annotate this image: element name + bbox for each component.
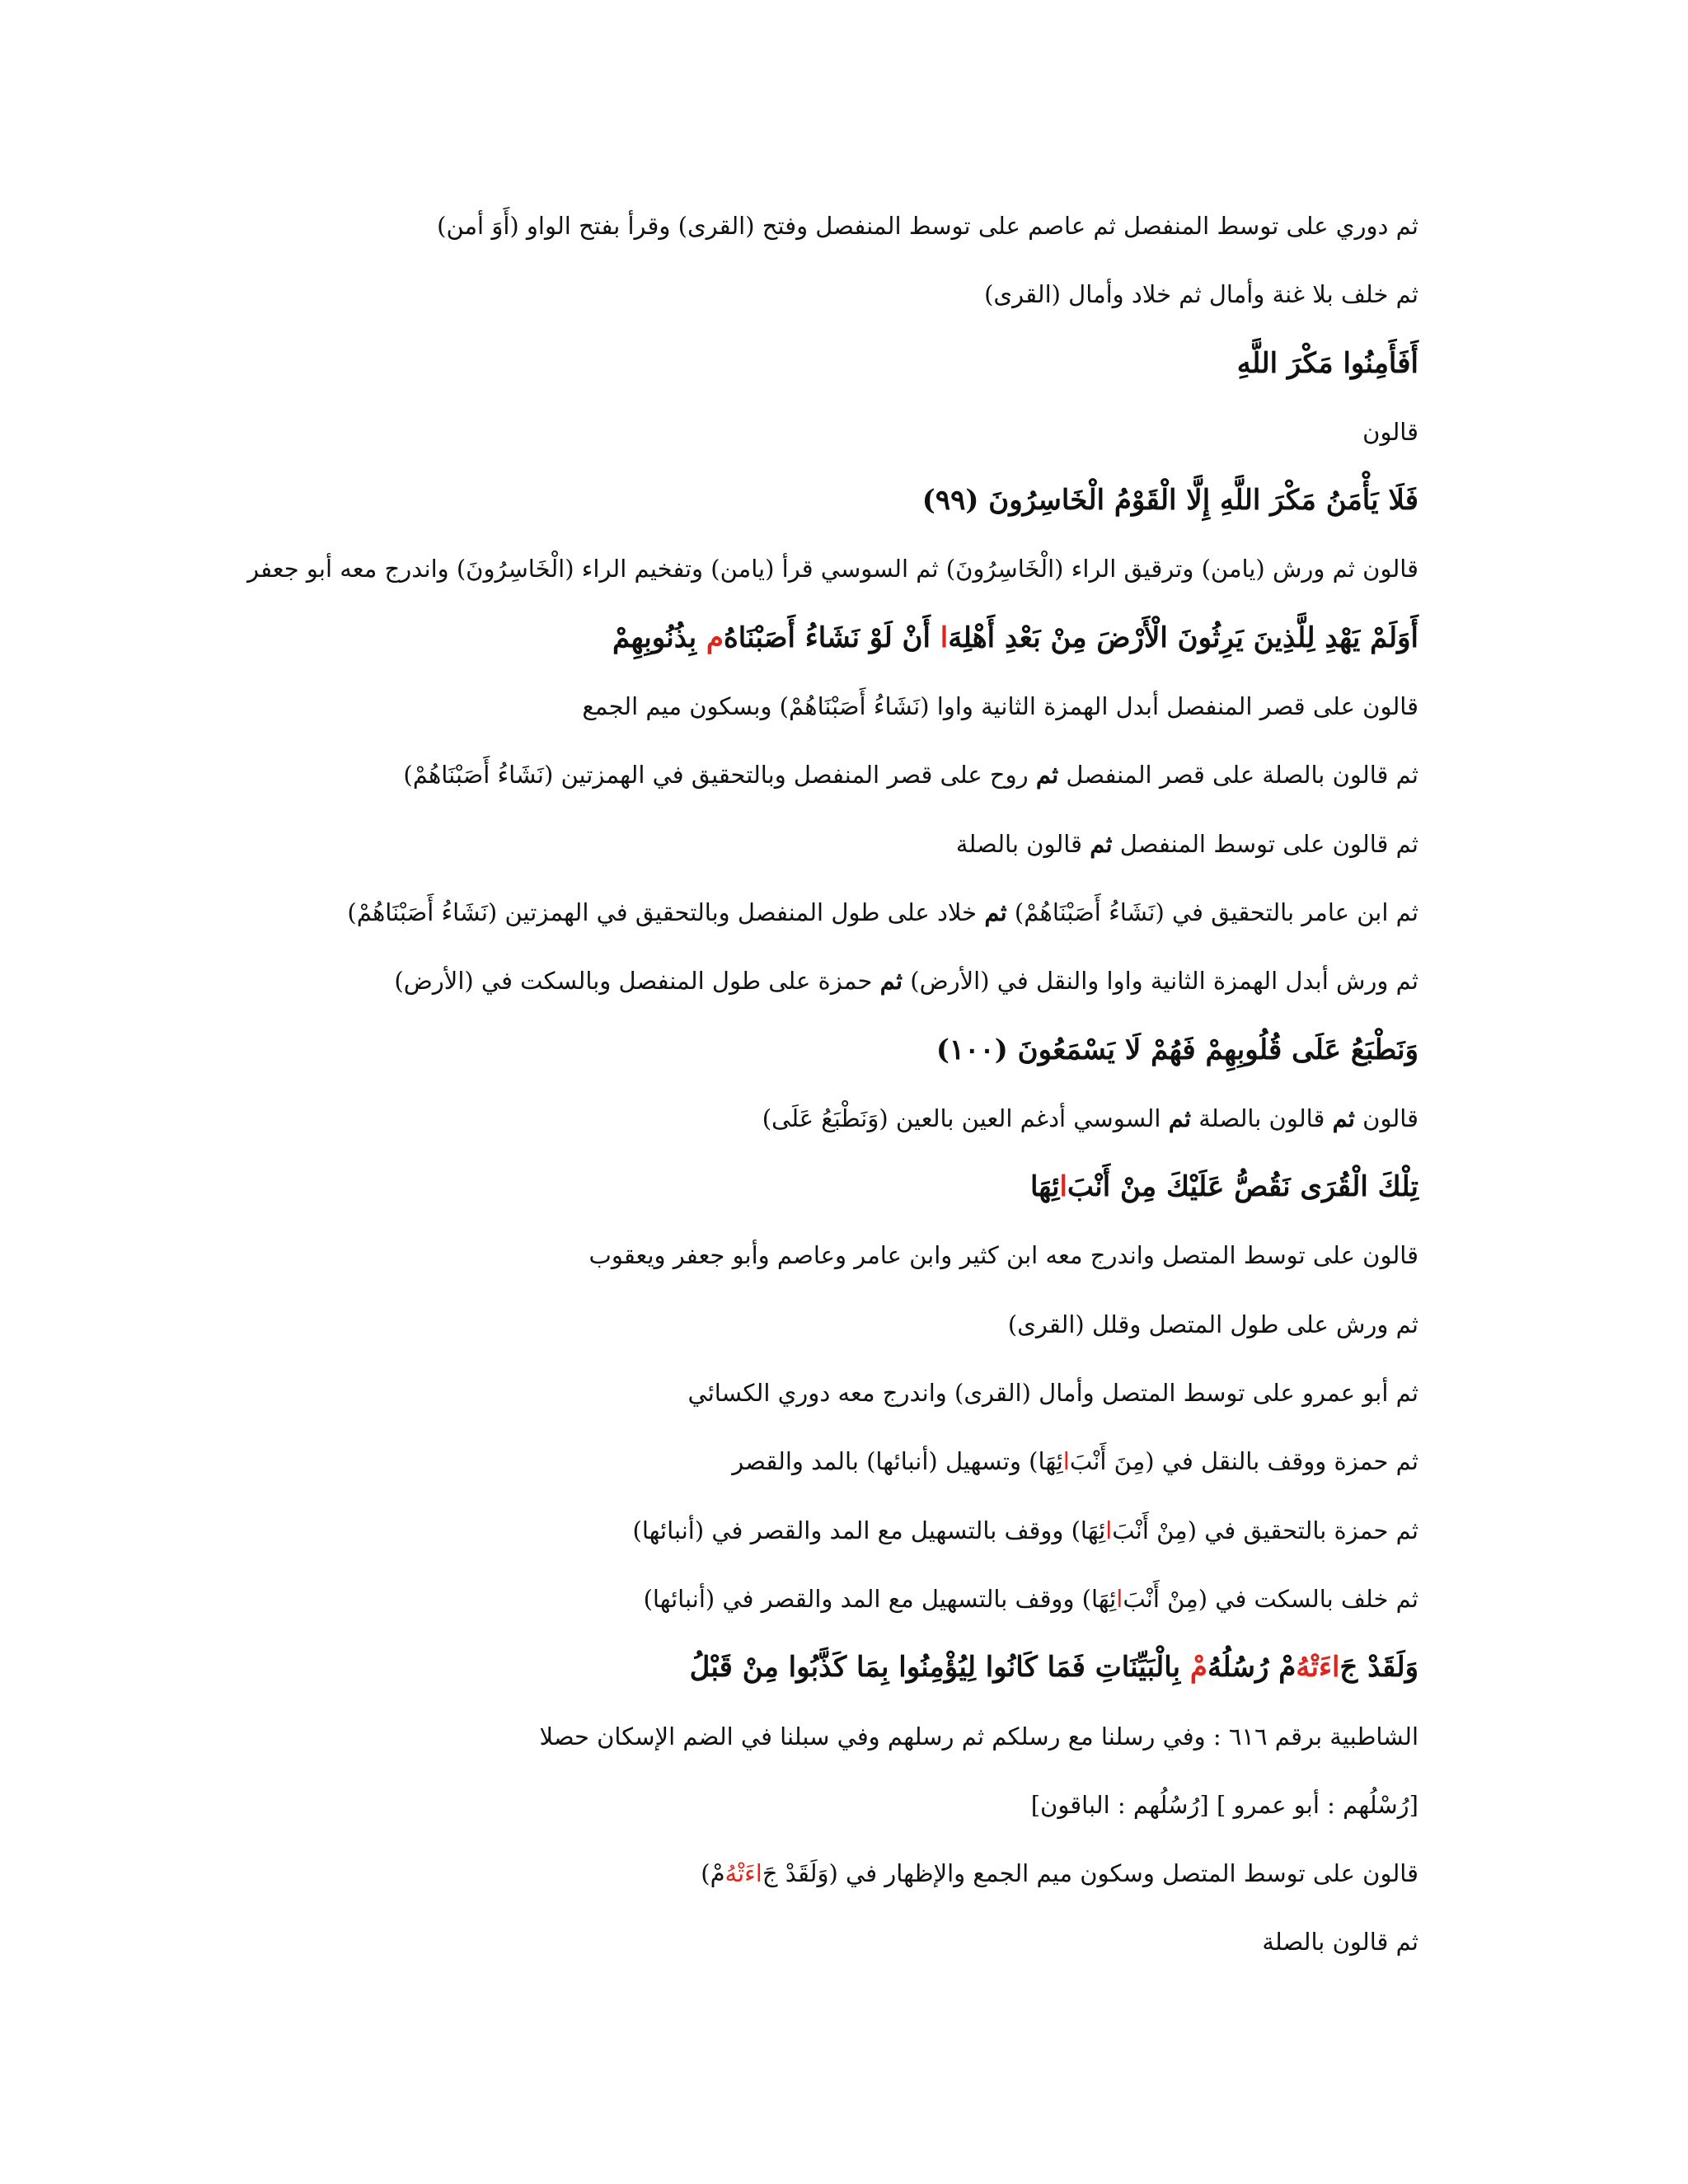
- verse-line: [232, 345, 1418, 414]
- verse-highlight: اءَتْهُ: [1296, 1651, 1340, 1685]
- text-segment: ثم حمزة بالتحقيق في (مِنْ أَنْبَ: [1112, 1516, 1418, 1544]
- text-line: [232, 1787, 1418, 1855]
- verse-highlight: ا: [940, 621, 949, 654]
- text-line: [232, 826, 1418, 894]
- verse-line: [232, 1032, 1418, 1100]
- text-line: [232, 1100, 1418, 1169]
- shatibiyyah-line: [232, 1718, 1418, 1787]
- text-segment: ثم ابن عامر بالتحقيق في (نَشَاءُ أَصَبْنَاهُمْ): [1006, 898, 1418, 926]
- text-line: [232, 757, 1418, 825]
- text-segment: ثم قالون بالصلة على قصر المنفصل: [1058, 761, 1418, 790]
- verse-line: [232, 1649, 1418, 1718]
- verse-line: [232, 482, 1418, 551]
- verse-line: [232, 1169, 1418, 1237]
- verse-highlight: ا: [1059, 1170, 1067, 1204]
- verse-segment: مْ رُسُلُهُ: [1207, 1651, 1296, 1685]
- text-segment: ثم خلف بلا غنة وأمال ثم خلاد وأمال (القرى): [984, 280, 1418, 309]
- text-segment: مْ): [701, 1859, 725, 1888]
- text-segment: قالون بالصلة: [1191, 1104, 1333, 1132]
- text-highlight: ا: [1116, 1584, 1123, 1613]
- bold-word: ثم: [1035, 761, 1059, 790]
- text-segment: ثم خلف بالسكت في (مِنْ أَنْبَ: [1123, 1584, 1418, 1613]
- text-line: [232, 1512, 1418, 1581]
- text-segment: ثم دوري على توسط المنفصل ثم عاصم على توسط المنفصل وفتح (القرى) وقرأ بفتح الواو (أَوَ أمن): [437, 212, 1418, 240]
- bold-word: ثم: [984, 898, 1007, 926]
- text-segment: الشاطبية برقم ٦١٦ : وفي رسلنا مع رسلكم ثم رسلهم وفي سبلنا في الضم الإسكان حصلا: [539, 1722, 1418, 1750]
- verse-segment: أَفَأَمِنُوا مَكْرَ اللَّهِ: [1236, 346, 1418, 380]
- text-segment: روح على قصر المنفصل وبالتحقيق في الهمزتين (نَشَاءُ أَصَبْنَاهُمْ): [403, 761, 1036, 790]
- bold-word: ثم: [879, 967, 903, 996]
- text-segment: ثم ورش أبدل الهمزة الثانية واوا والنقل في (الأرض): [903, 967, 1418, 996]
- text-segment: ثم أبو عمرو على توسط المتصل وأمال (القرى) واندرج معه دوري الكسائي: [687, 1379, 1418, 1408]
- text-segment: خلاد على طول المنفصل وبالتحقيق في الهمزتين (نَشَاءُ أَصَبْنَاهُمْ): [347, 898, 985, 926]
- bold-word: ثم: [1168, 1104, 1192, 1132]
- text-line: [232, 1375, 1418, 1443]
- text-line: [232, 1306, 1418, 1375]
- text-line: [232, 1581, 1418, 1649]
- verse-segment: أَنْ لَوْ نَشَاءُ أَصَبْنَاهُ: [723, 621, 940, 654]
- text-segment: ثم حمزة ووقف بالنقل في (مِنَ أَنْبَ: [1069, 1447, 1418, 1476]
- text-segment: حمزة على طول المنفصل وبالسكت في (الأرض): [394, 967, 880, 996]
- text-line: [232, 208, 1418, 276]
- reader-line: [232, 414, 1418, 482]
- text-segment: قالون ثم ورش (يامن) وترقيق الراء (الْخَاسِرُونَ) ثم السوسي قرأ (يامن) وتفخيم الراء (الْخَاسِرُونَ) واندرج معه أبو جعفر: [247, 555, 1418, 583]
- verse-highlight: م: [706, 621, 724, 654]
- text-segment: [رُسْلُهم : أبو عمرو ] [رُسُلُهم : الباقون]: [1030, 1790, 1418, 1819]
- text-line: [232, 1237, 1418, 1305]
- verse-segment: ئِهَا: [1029, 1170, 1060, 1204]
- text-highlight: اءَتْهُ: [724, 1859, 762, 1888]
- text-line: [232, 1924, 1418, 1992]
- verse-segment: وَنَطْبَعُ عَلَى قُلُوبِهِمْ فَهُمْ لَا يَسْمَعُونَ (١٠٠): [935, 1033, 1418, 1066]
- text-segment: ئِهَا) ووقف بالتسهيل مع المد والقصر في (أنبائها): [632, 1516, 1106, 1544]
- text-segment: ئِهَا) وتسهيل (أنبائها) بالمد والقصر: [732, 1447, 1063, 1476]
- text-segment: قالون على توسط المتصل واندرج معه ابن كثير وابن عامر وعاصم وأبو جعفر ويعقوب: [588, 1241, 1418, 1270]
- text-line: [232, 551, 1418, 619]
- text-line: [232, 276, 1418, 344]
- text-line: [232, 688, 1418, 757]
- text-segment: قالون: [1354, 1104, 1418, 1132]
- text-highlight: ا: [1062, 1447, 1070, 1476]
- text-segment: قالون على توسط المتصل وسكون ميم الجمع والإظهار في (وَلَقَدْ جَ: [762, 1859, 1418, 1888]
- text-line: [232, 1443, 1418, 1511]
- bold-word: ثم: [1332, 1104, 1355, 1132]
- text-highlight: ا: [1105, 1516, 1113, 1544]
- text-segment: ثم قالون بالصلة: [1262, 1928, 1418, 1957]
- text-segment: قالون: [1362, 417, 1418, 446]
- bold-word: ثم: [1090, 829, 1113, 858]
- verse-segment: فَلَا يَأْمَنُ مَكْرَ اللَّهِ إِلَّا الْقَوْمُ الْخَاسِرُونَ (٩٩): [921, 484, 1418, 518]
- text-segment: قالون على قصر المنفصل أبدل الهمزة الثانية واوا (نَشَاءُ أَصَبْنَاهُمْ) وبسكون ميم الجمع: [582, 692, 1418, 721]
- text-segment: قالون بالصلة: [955, 829, 1090, 858]
- verse-segment: وَلَقَدْ جَ: [1339, 1651, 1418, 1685]
- text-segment: ثم قالون على توسط المنفصل: [1112, 829, 1418, 858]
- document-body: [232, 208, 1418, 1993]
- text-line: [232, 963, 1418, 1031]
- verse-highlight: مْ: [1189, 1651, 1207, 1685]
- text-segment: ئِهَا) ووقف بالتسهيل مع المد والقصر في (أنبائها): [643, 1584, 1117, 1613]
- text-line: [232, 1855, 1418, 1924]
- text-segment: ثم ورش على طول المتصل وقلل (القرى): [1007, 1310, 1418, 1338]
- verse-line: [232, 620, 1418, 688]
- verse-segment: أَوَلَمْ يَهْدِ لِلَّذِينَ يَرِثُونَ الْأَرْضَ مِنْ بَعْدِ أَهْلِهَ: [948, 621, 1418, 654]
- verse-segment: بِذُنُوبِهِمْ: [612, 621, 706, 654]
- verse-segment: بِالْبَيِّنَاتِ فَمَا كَانُوا لِيُؤْمِنُوا بِمَا كَذَّبُوا مِنْ قَبْلُ: [689, 1651, 1190, 1685]
- text-segment: السوسي أدغم العين بالعين (وَنَطْبَعُ عَلَى): [762, 1104, 1169, 1132]
- text-line: [232, 894, 1418, 963]
- verse-segment: تِلْكَ الْقُرَى نَقُصُّ عَلَيْكَ مِنْ أَنْبَ: [1067, 1170, 1418, 1204]
